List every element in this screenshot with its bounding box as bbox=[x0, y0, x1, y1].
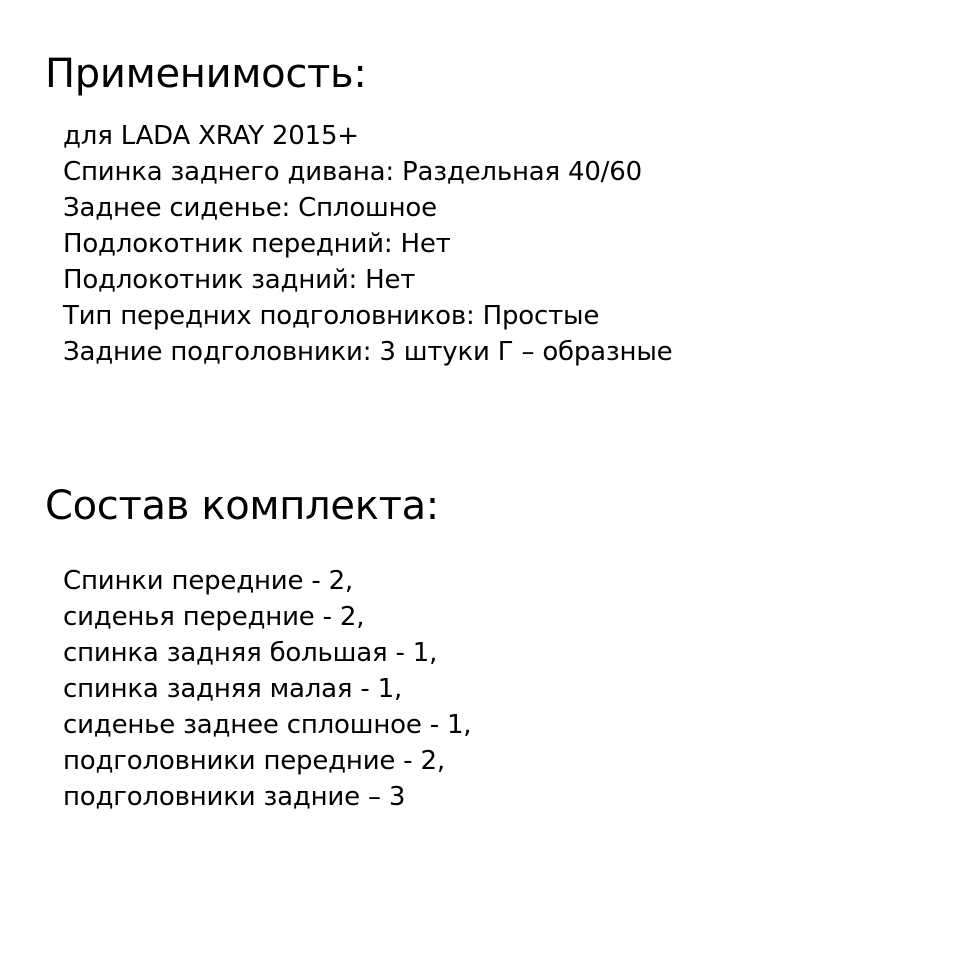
kit-item: Спинки передние - 2, bbox=[63, 566, 353, 596]
applicability-list bbox=[63, 118, 672, 370]
kit-heading: Состав комплекта: bbox=[45, 483, 439, 529]
kit-item: сиденье заднее сплошное - 1, bbox=[63, 710, 472, 740]
kit-item: спинка задняя большая - 1, bbox=[63, 638, 438, 668]
applicability-item: Подлокотник задний: Нет bbox=[63, 265, 416, 295]
applicability-item: Задние подголовники: 3 штуки Г – образные bbox=[63, 337, 673, 367]
kit-list bbox=[63, 563, 471, 815]
applicability-item: для LADA XRAY 2015+ bbox=[63, 121, 359, 151]
applicability-item: Спинка заднего дивана: Раздельная 40/60 bbox=[63, 157, 642, 187]
kit-item: подголовники задние – 3 bbox=[63, 782, 406, 812]
kit-item: спинка задняя малая - 1, bbox=[63, 674, 403, 704]
applicability-item: Заднее сиденье: Сплошное bbox=[63, 193, 437, 223]
applicability-item: Подлокотник передний: Нет bbox=[63, 229, 451, 259]
kit-item: подголовники передние - 2, bbox=[63, 746, 445, 776]
applicability-item: Тип передних подголовников: Простые bbox=[63, 301, 600, 331]
kit-item: сиденья передние - 2, bbox=[63, 602, 365, 632]
applicability-heading: Применимость: bbox=[45, 51, 367, 97]
